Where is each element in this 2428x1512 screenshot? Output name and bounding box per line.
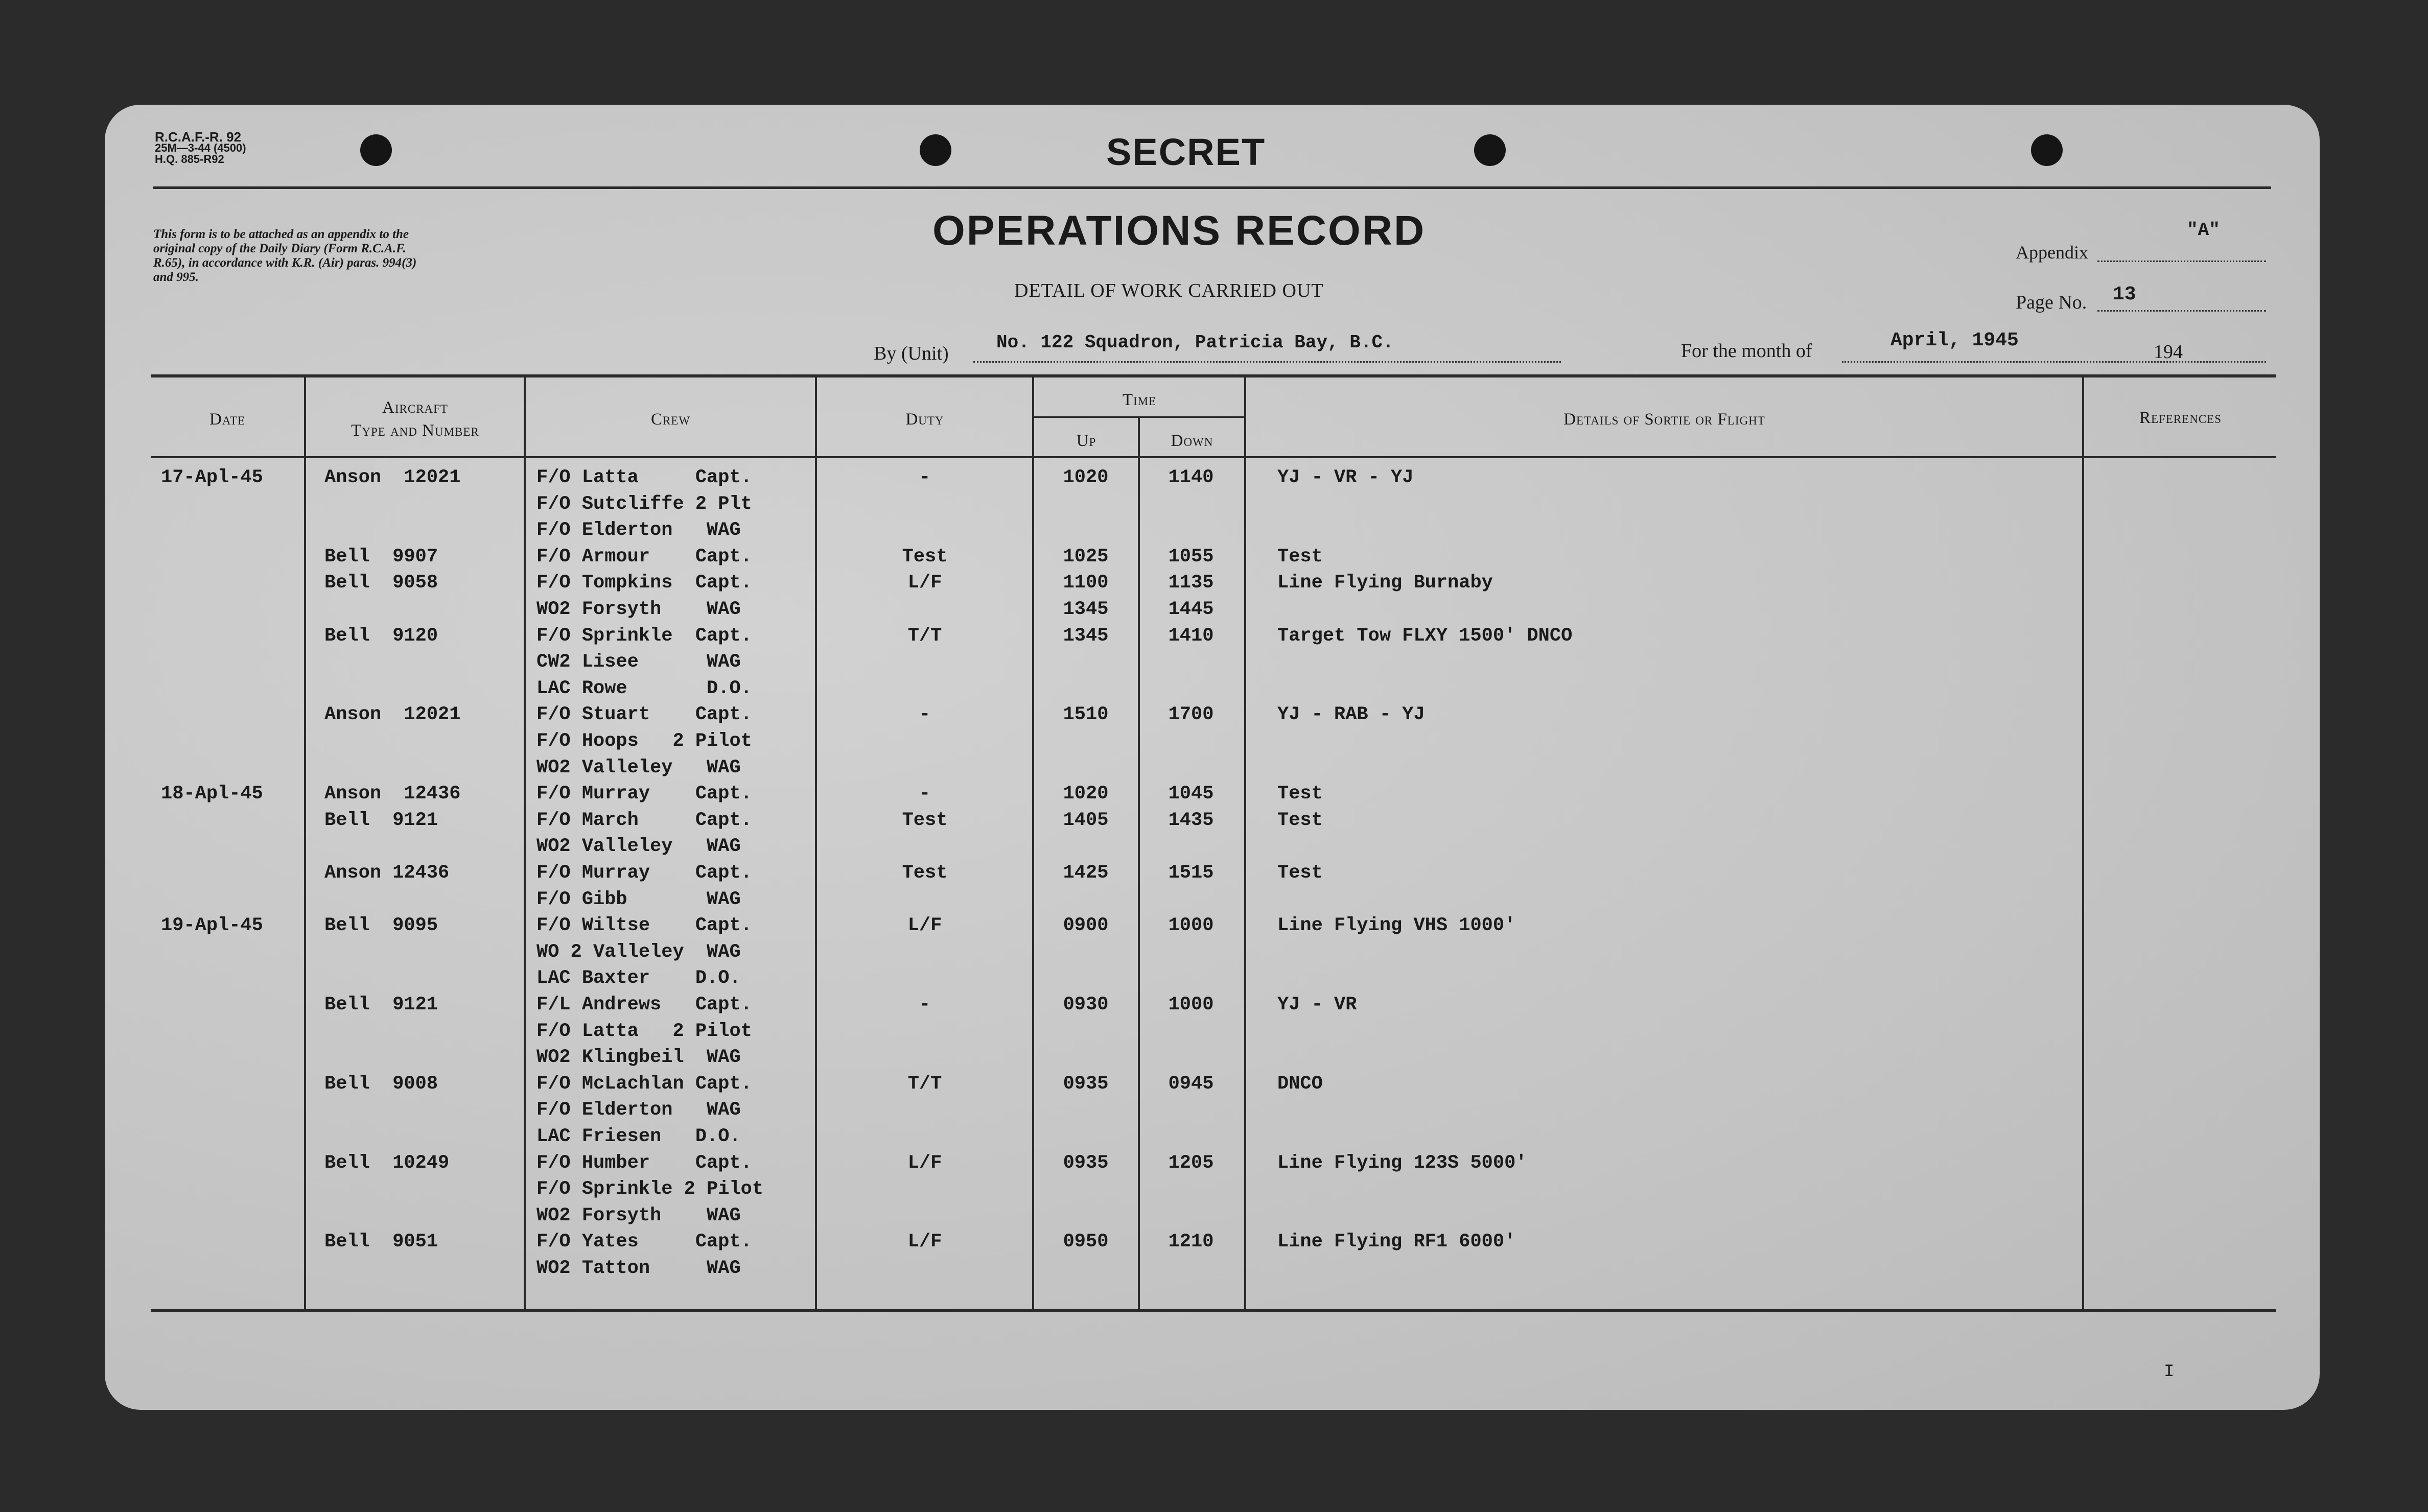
cell-down: 1000 [1168, 994, 1214, 1015]
cell-down: 0945 [1168, 1073, 1214, 1095]
cell-down: 1045 [1168, 783, 1214, 805]
punch-hole [920, 134, 951, 166]
print-info: 25M—3-44 (4500) [155, 141, 246, 154]
page-number-label: Page No. [2016, 292, 2087, 313]
cell-down: 1445 [1168, 599, 1214, 620]
cell-crew: LAC Friesen D.O. [536, 1126, 741, 1147]
cell-crew: WO2 Valleley WAG [536, 836, 741, 858]
cell-crew: F/O Hoops 2 Pilot [536, 730, 752, 752]
cell-up: 0935 [1063, 1152, 1109, 1174]
cell-crew: WO2 Klingbeil WAG [536, 1047, 741, 1069]
cell-crew: F/O Armour Capt. [536, 546, 752, 568]
cell-date: 18-Apl-45 [161, 783, 263, 805]
appendix-dotted-line [2097, 261, 2266, 262]
unit-value: No. 122 Squadron, Patricia Bay, B.C. [996, 332, 1394, 353]
operations-record-sheet [105, 105, 2320, 1410]
cell-up: 1510 [1063, 704, 1109, 726]
cell-up: 0950 [1063, 1231, 1109, 1253]
cell-crew: CW2 Lisee WAG [536, 651, 741, 673]
header-crew: Crew [650, 410, 691, 429]
cell-crew: F/O Elderton WAG [536, 1099, 741, 1121]
cell-aircraft: Bell 9095 [324, 915, 438, 937]
header-bottom-rule [151, 456, 2276, 458]
cell-date: 19-Apl-45 [161, 915, 263, 937]
header-time: Time [1122, 391, 1157, 409]
cell-crew: F/O Humber Capt. [536, 1152, 752, 1174]
cell-down: 1410 [1168, 625, 1214, 647]
cell-crew: F/O Gibb WAG [536, 888, 741, 910]
cell-crew: WO2 Forsyth WAG [536, 599, 741, 620]
cell-crew: F/O Wiltse Capt. [536, 915, 752, 937]
attachment-note: This form is to be attached as an appendix to the original copy of the Daily Diary (Form R.C.A.F. R.65), in accordance with K.R. (Air) paras. 994(3) and 995. [153, 227, 417, 284]
unit-dotted-line [973, 361, 1561, 363]
month-value: April, 1945 [1890, 329, 2019, 351]
cell-crew: F/O Yates Capt. [536, 1231, 752, 1253]
header-up: Up [1076, 432, 1096, 450]
column-divider [1244, 374, 1246, 1309]
header-duty: Duty [905, 410, 944, 429]
cell-duty: - [919, 467, 931, 488]
cell-crew: WO 2 Valleley WAG [536, 941, 741, 963]
cell-crew: F/O Murray Capt. [536, 783, 752, 805]
cell-duty: Test [902, 809, 948, 831]
cell-details: Test [1277, 809, 1323, 831]
cell-up: 1345 [1063, 599, 1109, 620]
cell-crew: F/L Andrews Capt. [536, 994, 752, 1015]
cell-crew: F/O Murray Capt. [536, 862, 752, 884]
year-suffix: 194 [2154, 341, 2183, 363]
cell-aircraft: Bell 9008 [324, 1073, 438, 1095]
form-number-block [155, 131, 246, 165]
cell-crew: LAC Rowe D.O. [536, 677, 752, 699]
cell-crew: WO2 Tatton WAG [536, 1258, 741, 1279]
header-date: Date [209, 410, 245, 429]
punch-hole [1474, 134, 1506, 166]
column-divider [1032, 374, 1034, 1309]
page-number-dotted-line [2097, 310, 2266, 312]
cell-details: Test [1277, 862, 1323, 884]
cell-down: 1515 [1168, 862, 1214, 884]
cell-up: 1100 [1063, 572, 1109, 594]
column-divider [815, 374, 817, 1309]
cell-aircraft: Bell 10249 [324, 1152, 450, 1174]
cell-down: 1135 [1168, 572, 1214, 594]
cell-aircraft: Bell 9120 [324, 625, 438, 647]
cell-details: Line Flying Burnaby [1277, 572, 1493, 594]
cell-details: Line Flying 123S 5000' [1277, 1152, 1527, 1174]
cell-down: 1435 [1168, 809, 1214, 831]
cell-crew: F/O Stuart Capt. [536, 704, 752, 726]
cell-details: Line Flying VHS 1000' [1277, 915, 1516, 937]
cell-aircraft: Anson 12436 [324, 862, 450, 884]
month-label: For the month of [1681, 340, 1812, 362]
cell-crew: WO2 Valleley WAG [536, 757, 741, 778]
appendix-label: Appendix [2016, 242, 2088, 263]
cell-down: 1205 [1168, 1152, 1214, 1174]
header-references: References [2139, 409, 2222, 427]
cell-duty: L/F [907, 915, 942, 937]
cell-crew: WO2 Forsyth WAG [536, 1204, 741, 1226]
cell-details: Test [1277, 783, 1323, 805]
hq-number: H.Q. 885-R92 [155, 153, 224, 166]
table-bottom-rule [151, 1309, 2276, 1312]
punch-hole [2031, 134, 2063, 166]
cell-duty: - [919, 994, 931, 1015]
cell-crew: LAC Baxter D.O. [536, 967, 741, 989]
cell-down: 1140 [1168, 467, 1214, 488]
form-number: R.C.A.F.-R. 92 [155, 129, 242, 145]
cell-down: 1000 [1168, 915, 1214, 937]
cell-crew: F/O Sprinkle 2 Pilot [536, 1178, 764, 1200]
header-aircraft: Aircraft [382, 398, 448, 417]
cell-duty: Test [902, 862, 948, 884]
cell-crew: F/O McLachlan Capt. [536, 1073, 752, 1095]
cell-down: 1700 [1168, 704, 1214, 726]
cell-up: 1025 [1063, 546, 1109, 568]
cell-crew: F/O Latta 2 Pilot [536, 1020, 752, 1042]
cell-duty: Test [902, 546, 948, 568]
cell-down: 1210 [1168, 1231, 1214, 1253]
cell-up: 1020 [1063, 467, 1109, 488]
cell-up: 1020 [1063, 783, 1109, 805]
cell-aircraft: Bell 9051 [324, 1231, 438, 1253]
cell-duty: L/F [907, 1152, 942, 1174]
cell-crew: F/O Latta Capt. [536, 467, 752, 488]
cell-crew: F/O Elderton WAG [536, 519, 741, 541]
cell-duty: L/F [907, 572, 942, 594]
bottom-mark: I [2164, 1362, 2175, 1382]
cell-crew: F/O Tompkins Capt. [536, 572, 752, 594]
header-details: Details of Sortie or Flight [1563, 410, 1765, 429]
cell-details: DNCO [1277, 1073, 1323, 1095]
cell-aircraft: Bell 9058 [324, 572, 438, 594]
cell-aircraft: Bell 9121 [324, 994, 438, 1015]
cell-crew: F/O Sprinkle Capt. [536, 625, 752, 647]
cell-details: Test [1277, 546, 1323, 568]
cell-crew: F/O March Capt. [536, 809, 752, 831]
page-subtitle: DETAIL OF WORK CARRIED OUT [1014, 280, 1324, 301]
cell-down: 1055 [1168, 546, 1214, 568]
cell-aircraft: Bell 9121 [324, 809, 438, 831]
column-divider [2082, 374, 2084, 1309]
cell-details: YJ - RAB - YJ [1277, 704, 1425, 726]
header-aircraft-sub: Type and Number [351, 421, 479, 440]
cell-aircraft: Anson 12021 [324, 704, 461, 726]
appendix-value: "A" [2187, 220, 2220, 241]
cell-up: 1345 [1063, 625, 1109, 647]
page-number-value: 13 [2113, 284, 2136, 305]
cell-aircraft: Anson 12436 [324, 783, 461, 805]
cell-details: Target Tow FLXY 1500' DNCO [1277, 625, 1573, 647]
cell-up: 0900 [1063, 915, 1109, 937]
cell-up: 1405 [1063, 809, 1109, 831]
cell-duty: T/T [907, 625, 942, 647]
cell-details: YJ - VR - YJ [1277, 467, 1414, 488]
cell-up: 1425 [1063, 862, 1109, 884]
top-rule [153, 186, 2271, 189]
secret-stamp: SECRET [1106, 131, 1266, 173]
cell-crew: F/O Sutcliffe 2 Plt [536, 493, 752, 515]
cell-up: 0930 [1063, 994, 1109, 1015]
unit-label: By (Unit) [874, 343, 949, 364]
page-title: OPERATIONS RECORD [932, 207, 1426, 254]
punch-hole [360, 134, 392, 166]
table-top-rule [151, 374, 2276, 377]
month-dotted-line [1842, 361, 2266, 363]
column-divider [304, 374, 306, 1309]
cell-duty: - [919, 704, 931, 726]
cell-duty: L/F [907, 1231, 942, 1253]
header-down: Down [1171, 432, 1213, 450]
cell-duty: T/T [907, 1073, 942, 1095]
column-divider [524, 374, 526, 1309]
cell-aircraft: Anson 12021 [324, 467, 461, 488]
cell-duty: - [919, 783, 931, 805]
cell-date: 17-Apl-45 [161, 467, 263, 488]
cell-details: Line Flying RF1 6000' [1277, 1231, 1516, 1253]
cell-details: YJ - VR [1277, 994, 1357, 1015]
cell-up: 0935 [1063, 1073, 1109, 1095]
cell-aircraft: Bell 9907 [324, 546, 438, 568]
